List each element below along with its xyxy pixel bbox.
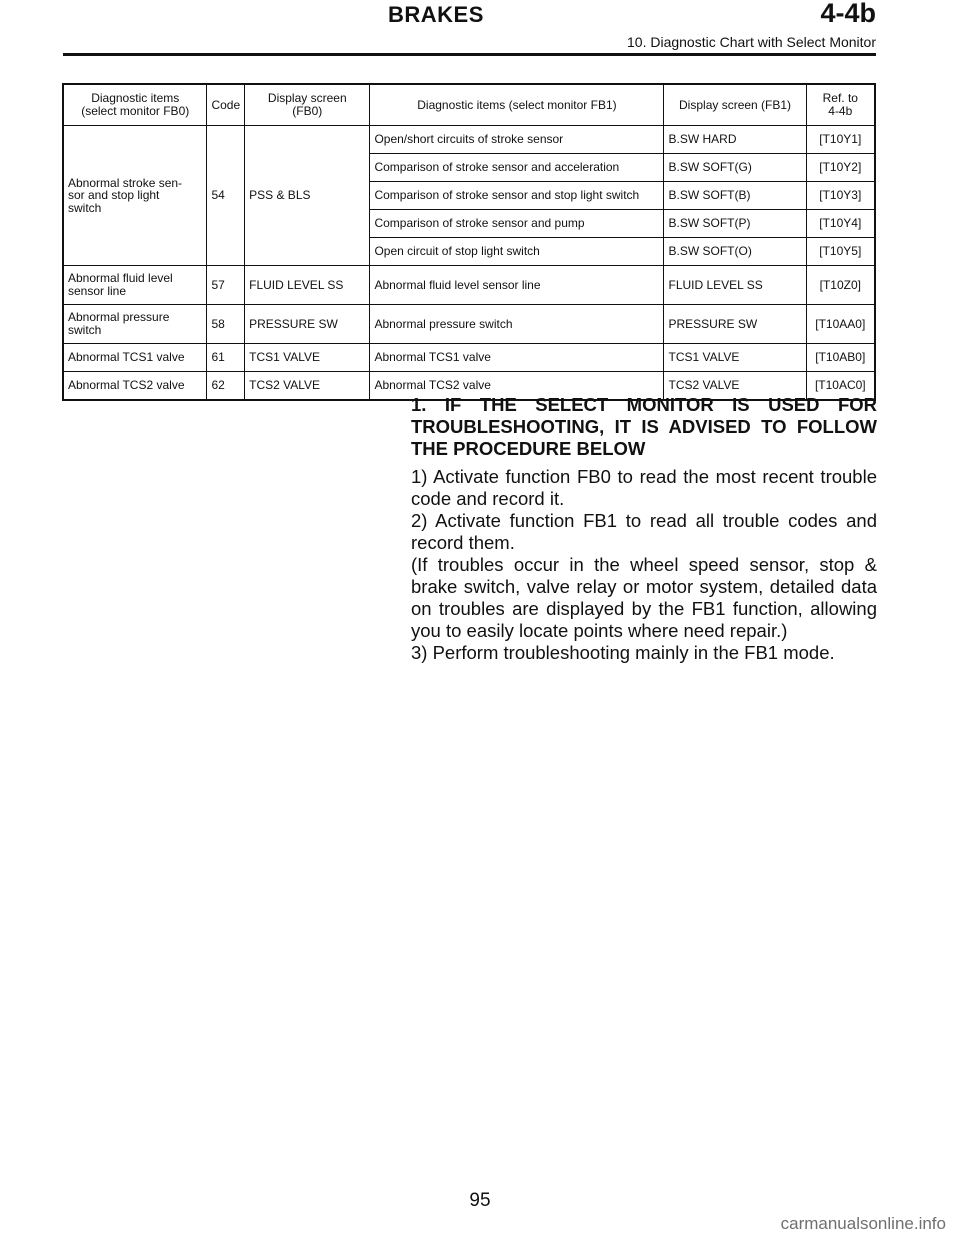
code-cell: 57	[207, 266, 245, 305]
code-cell: 54	[207, 126, 245, 266]
page-header	[0, 0, 960, 66]
fb1-item-cell: Abnormal TCS2 valve	[370, 372, 664, 401]
diagnostic-item-cell: Abnormal fluid level sensor line	[63, 266, 207, 305]
fb1-screen-cell: TCS2 VALVE	[664, 372, 806, 401]
column-header: Display screen (FB0)	[245, 84, 370, 126]
display-screen-cell: PRESSURE SW	[245, 305, 370, 344]
ref-cell: [T10Y3]	[806, 182, 875, 210]
section-code: 4-4b	[820, 0, 876, 28]
ref-cell: [T10Y1]	[806, 126, 875, 154]
ref-cell: [T10Y4]	[806, 210, 875, 238]
fb1-screen-cell: B.SW SOFT(P)	[664, 210, 806, 238]
display-screen-cell: FLUID LEVEL SS	[245, 266, 370, 305]
fb1-screen-cell: TCS1 VALVE	[664, 344, 806, 372]
table-row	[63, 126, 875, 154]
fb1-screen-cell: B.SW SOFT(G)	[664, 154, 806, 182]
column-header: Ref. to 4-4b	[806, 84, 875, 126]
fb1-screen-cell: PRESSURE SW	[664, 305, 806, 344]
ref-cell: [T10AB0]	[806, 344, 875, 372]
section-subtitle: 10. Diagnostic Chart with Select Monitor	[627, 34, 876, 50]
fb1-item-cell: Comparison of stroke sensor and acceleration	[370, 154, 664, 182]
fb1-item-cell: Open circuit of stop light switch	[370, 238, 664, 266]
fb1-item-cell: Abnormal pressure switch	[370, 305, 664, 344]
header-rule	[63, 53, 876, 56]
fb1-screen-cell: FLUID LEVEL SS	[664, 266, 806, 305]
fb1-screen-cell: B.SW SOFT(O)	[664, 238, 806, 266]
procedure-step: 3) Perform troubleshooting mainly in the FB1 mode.	[411, 642, 835, 663]
diagnostic-item-cell: Abnormal TCS1 valve	[63, 344, 207, 372]
code-cell: 61	[207, 344, 245, 372]
section-title: BRAKES	[388, 2, 484, 27]
fb1-item-cell: Comparison of stroke sensor and pump	[370, 210, 664, 238]
table-row	[63, 266, 875, 305]
display-screen-cell: TCS1 VALVE	[245, 344, 370, 372]
ref-cell: [T10Z0]	[806, 266, 875, 305]
fb1-item-cell: Abnormal fluid level sensor line	[370, 266, 664, 305]
code-cell: 62	[207, 372, 245, 401]
column-header: Code	[207, 84, 245, 126]
watermark: carmanualsonline.info	[780, 1214, 946, 1233]
table-row	[63, 305, 875, 344]
fb1-item-cell: Comparison of stroke sensor and stop light switch	[370, 182, 664, 210]
fb1-item-cell: Abnormal TCS1 valve	[370, 344, 664, 372]
display-screen-cell: TCS2 VALVE	[245, 372, 370, 401]
procedure-heading: 1. IF THE SELECT MONITOR IS USED FOR TROUBLESHOOTING, IT IS ADVISED TO FOLLOW THE PROCEDURE BELOW	[411, 394, 877, 459]
ref-cell: [T10AC0]	[806, 372, 875, 401]
code-cell: 58	[207, 305, 245, 344]
ref-cell: [T10Y2]	[806, 154, 875, 182]
ref-cell: [T10AA0]	[806, 305, 875, 344]
procedure-step: 2) Activate function FB1 to read all trouble codes and record them.	[411, 510, 877, 553]
fb1-screen-cell: B.SW SOFT(B)	[664, 182, 806, 210]
diagnostic-table	[62, 83, 876, 401]
table-header-row	[63, 84, 875, 126]
procedure-note: (If troubles occur in the wheel speed sensor, stop & brake switch, valve relay or motor system, detailed data on troubles are displayed by the FB1 function, allowing you to easily locate points where need repair.)	[411, 554, 877, 641]
diagnostic-item-cell: Abnormal pressure switch	[63, 305, 207, 344]
table-row	[63, 344, 875, 372]
display-screen-cell: PSS & BLS	[245, 126, 370, 266]
column-header: Diagnostic items (select monitor FB1)	[370, 84, 664, 126]
diagnostic-item-cell: Abnormal TCS2 valve	[63, 372, 207, 401]
diagnostic-item-cell: Abnormal stroke sen- sor and stop light switch	[63, 126, 207, 266]
procedure-step: 1) Activate function FB0 to read the most recent trouble code and record it.	[411, 466, 877, 509]
ref-cell: [T10Y5]	[806, 238, 875, 266]
fb1-screen-cell: B.SW HARD	[664, 126, 806, 154]
column-header: Display screen (FB1)	[664, 84, 806, 126]
column-header: Diagnostic items (select monitor FB0)	[63, 84, 207, 126]
fb1-item-cell: Open/short circuits of stroke sensor	[370, 126, 664, 154]
page-number: 95	[469, 1190, 491, 1211]
procedure-section	[411, 394, 877, 664]
